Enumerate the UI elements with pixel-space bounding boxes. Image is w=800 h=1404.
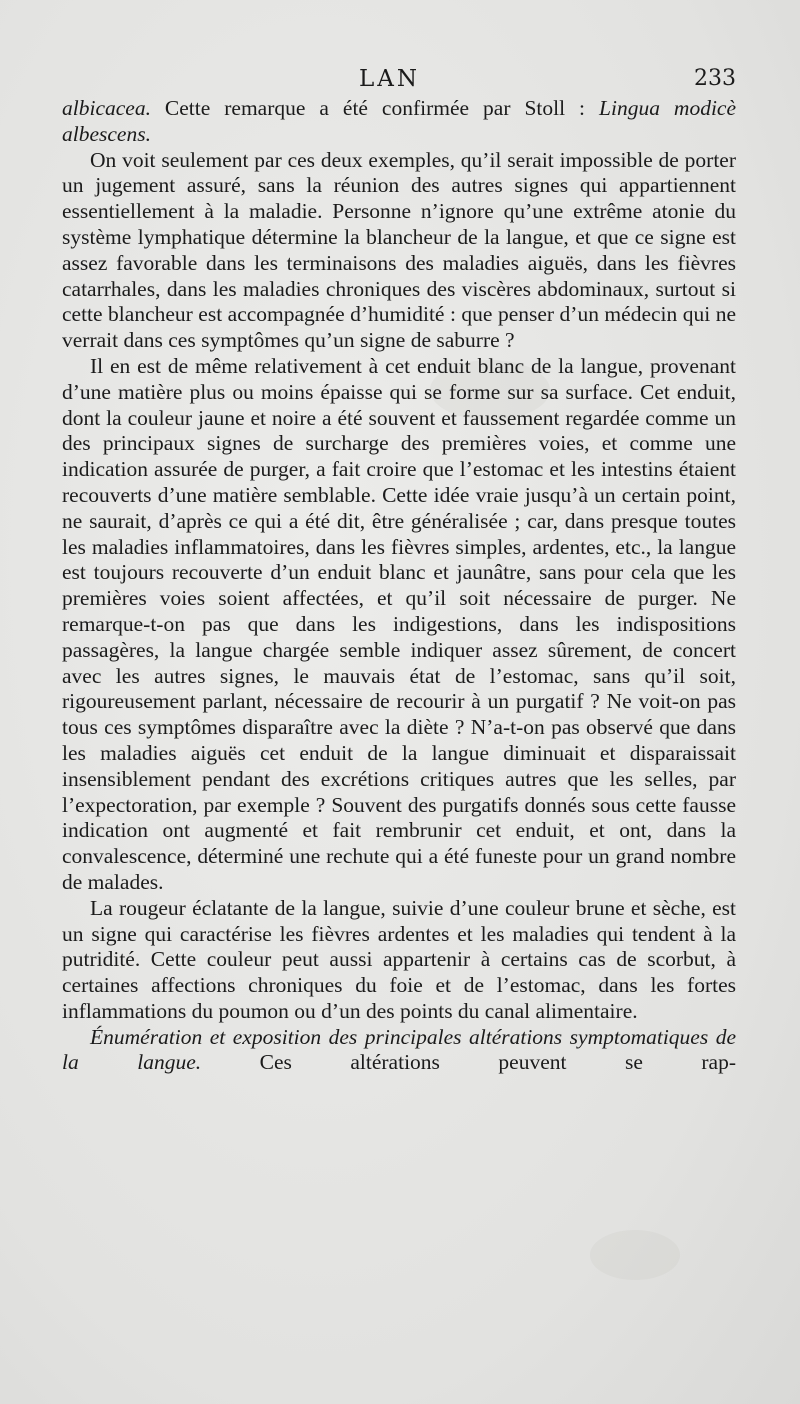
paper-stain	[590, 1230, 680, 1280]
paragraph	[62, 896, 736, 1025]
section-heading: Énumération et exposition des principales altérations symptomatiques de la langue.	[62, 1024, 736, 1075]
paragraph-continuation	[62, 96, 736, 148]
paragraph	[62, 354, 736, 896]
running-title: LAN	[359, 66, 421, 92]
section-heading-paragraph	[62, 1025, 736, 1077]
paragraph-text: On voit seulement par ces deux exemples, qu’il serait impossible de porter un jugement assuré, sans la réunion des autres signes qui appartiennent essentiellement à la maladie. Personne n’ignore qu’une extrême atonie du système lymphatique détermine la blancheur de la langue, et que ce signe est assez favorable dans les terminaisons des maladies aiguës, dans les fièvres catarrhales, dans les maladies chroniques des viscères abdominaux, surtout si cette blancheur est accompagnée d’humidité : que penser d’un médecin qui ne verrait dans ces symptômes qu’un signe de saburre ?	[62, 147, 736, 353]
page-number: 233	[694, 66, 736, 91]
running-head	[64, 66, 736, 96]
paragraph-text: Ces altérations peuvent se rap-	[201, 1050, 736, 1075]
paragraph	[62, 148, 736, 354]
latin-quotation: Lingua modicè albescens.	[62, 96, 736, 146]
paragraph-text: La rougeur éclatante de la langue, suivie d’une couleur brune et sèche, est un signe qui caractérise les fièvres ardentes et les maladies qui tendent à la putridité. Cette couleur peut aussi appartenir à certains cas de scorbut, à certaines affections chroniques du foie et de l’estomac, dans les fortes inflammations du poumon ou d’un des points du canal alimentaire.	[62, 895, 736, 1023]
body-text	[62, 96, 736, 1076]
paragraph-text: Cette remarque a été confirmée par Stoll :	[150, 96, 600, 120]
italic-phrase: albicacea.	[62, 96, 151, 120]
paragraph-text: Il en est de même relativement à cet enduit blanc de la langue, provenant d’une matière plus ou moins épaisse qui se forme sur sa surface. Cet enduit, dont la couleur jaune et noire a été souvent et faussement regardée comme un des principaux signes de surcharge des premières voies, et comme une indication assurée de purger, a fait croire que l’estomac et les intestins étaient recouverts d’une matière semblable. Cette idée vraie jusqu’à un certain point, ne saurait, d’après ce qui a été dit, être généralisée ; car, dans presque toutes les maladies inflammatoires, dans les fièvres simples, ardentes, etc., la langue est toujours recouverte d’un enduit blanc et jaunâtre, sans pour cela que les premières voies soient affectées, et qu’il soit nécessaire de purger. Ne remarque-t-on pas que dans les indigestions, dans les indispositions passagères, la langue chargée semble indiquer assez sûrement, de concert avec les autres signes, le mauvais état de l’estomac, sans qu’il soit, rigoureusement parlant, nécessaire de recourir à un purgatif ? Ne voit-on pas tous ces symptômes disparaître avec la diète ? N’a-t-on pas observé que dans les maladies aiguës cet enduit de la langue diminuait et disparaissait insensiblement pendant des excrétions critiques autres que les selles, par l’expectoration, par exemple ? Souvent des purgatifs donnés sous cette fausse indication ont augmenté et fait rembrunir cet enduit, et ont, dans la convalescence, déterminé une rechute qui a été funeste pour un grand nombre de malades.	[62, 353, 736, 894]
